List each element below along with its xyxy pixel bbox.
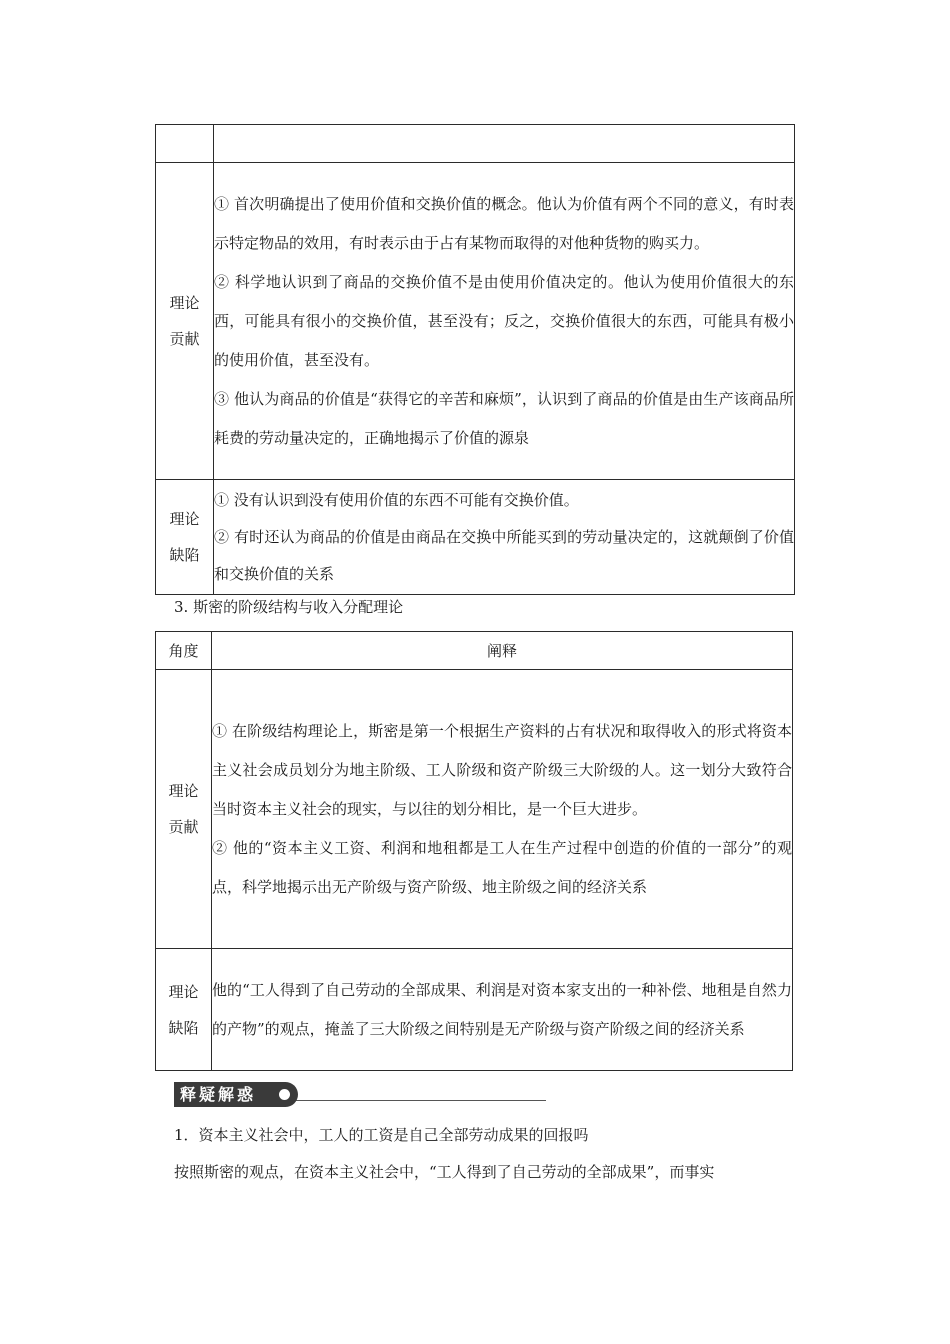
paragraph: ② 有时还认为商品的价值是由商品在交换中所能买到的劳动量决定的，这就颠倒了价值和交换价值的关系 [214,527,794,583]
table-row [156,949,793,1071]
badge-label: 释疑解惑 [174,1082,298,1107]
paragraph: ① 首次明确提出了使用价值和交换价值的概念。他认为价值有两个不同的意义，有时表示特定物品的效用，有时表示由于占有某物而取得的对他种货物的购买力。 [214,194,794,252]
paragraph: ② 他的“资本主义工资、利润和地租都是工人在生产过程中创造的价值的一部分”的观点，科学地揭示出无产阶级与资产阶级、地主阶级之间的经济关系 [212,838,792,896]
row-label: 理论 缺陷 [156,949,212,1071]
row-label [156,125,214,163]
header-angle: 角度 [156,632,212,670]
row-body [212,949,793,1071]
row-label: 理论 贡献 [156,670,212,949]
row-body [214,125,795,163]
dot-icon [279,1089,290,1100]
row-body [212,670,793,949]
row-body [214,163,795,480]
paragraph: ① 没有认识到没有使用价值的东西不可能有交换价值。 [214,490,579,509]
table-header-row [156,632,793,670]
paragraph: 他的“工人得到了自己劳动的全部成果、利润是对资本家支出的一种补偿、地租是自然力的产物”的观点，掩盖了三大阶级之间特别是无产阶级与资产阶级之间的经济关系 [212,980,792,1038]
section-badge [174,1082,546,1108]
theory-table-value [155,124,795,595]
question-text: 1．资本主义社会中，工人的工资是自己全部劳动成果的回报吗 [174,1126,589,1144]
answer-text: 按照斯密的观点，在资本主义社会中，“工人得到了自己劳动的全部成果”，而事实 [174,1163,715,1181]
paragraph: ② 科学地认识到了商品的交换价值不是由使用价值决定的。他认为使用价值很大的东西，可能具有很小的交换价值，甚至没有；反之，交换价值很大的东西，可能具有极小的使用价值，甚至没有。 [214,272,794,369]
paragraph: ① 在阶级结构理论上，斯密是第一个根据生产资料的占有状况和取得收入的形式将资本主义社会成员划分为地主阶级、工人阶级和资产阶级三大阶级的人。这一划分大致符合当时资本主义社会的现实，与以往的划分相比，是一个巨大进步。 [212,721,792,818]
row-label: 理论 缺陷 [156,480,214,595]
header-explanation: 阐释 [212,632,793,670]
table-row [156,670,793,949]
theory-table-class-structure [155,631,793,1071]
table-row [156,480,795,595]
badge-rule [292,1100,546,1101]
row-label: 理论 贡献 [156,163,214,480]
section-title: 3. 斯密的阶级结构与收入分配理论 [174,598,404,616]
paragraph: ③ 他认为商品的价值是“获得它的辛苦和麻烦”，认识到了商品的价值是由生产该商品所耗费的劳动量决定的，正确地揭示了价值的源泉 [214,389,794,447]
table-row [156,163,795,480]
table-row [156,125,795,163]
row-body [214,480,795,595]
